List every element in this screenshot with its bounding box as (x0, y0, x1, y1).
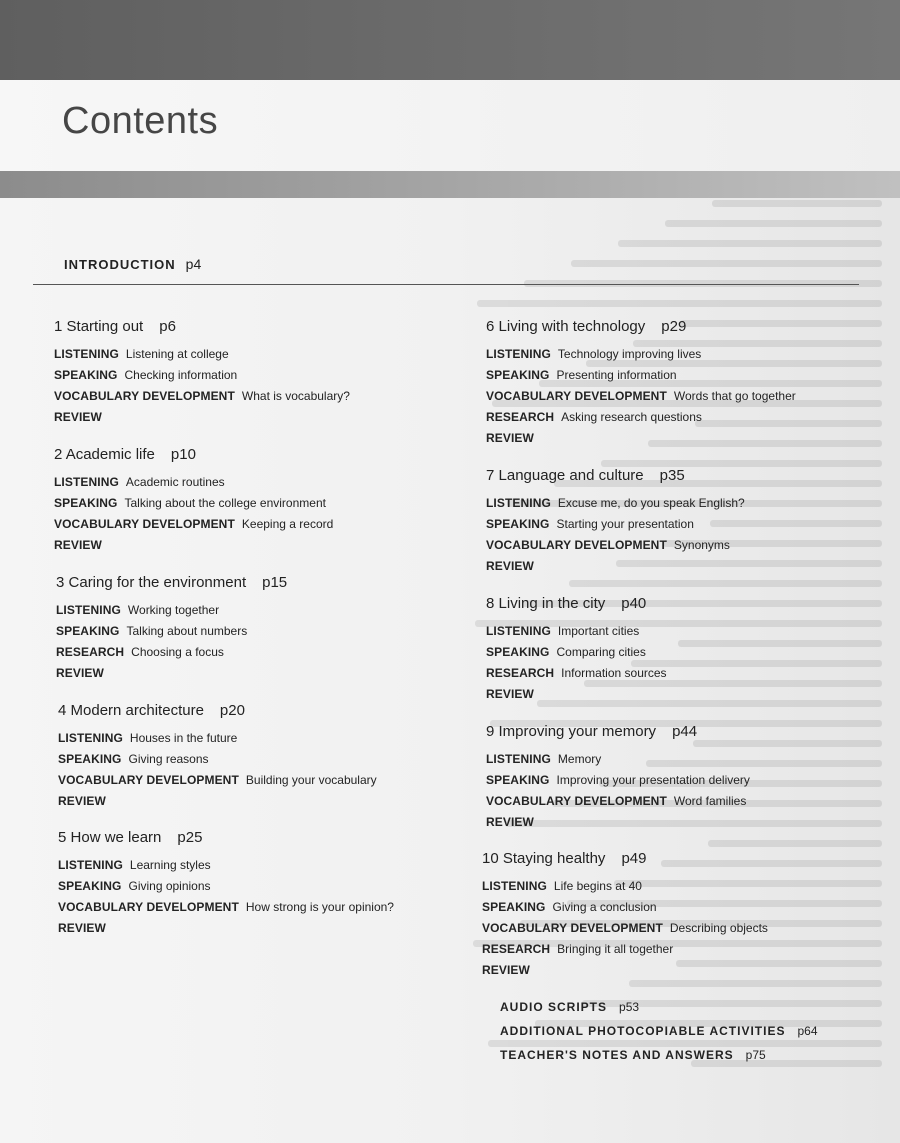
bleed-line (601, 460, 882, 467)
unit-item (482, 939, 882, 960)
bleed-line (708, 840, 882, 847)
bleed-line (712, 200, 882, 207)
unit-item (58, 749, 458, 770)
appendix-item (500, 995, 860, 1019)
item-kind: REVIEW (486, 431, 534, 445)
unit-number: 7 (486, 467, 495, 484)
unit-item (486, 386, 886, 407)
item-kind: LISTENING (56, 603, 121, 617)
bleed-line (618, 240, 882, 247)
item-kind: SPEAKING (58, 879, 122, 893)
bleed-line (571, 260, 882, 267)
item-text: Bringing it all together (557, 942, 674, 956)
unit-5 (58, 829, 458, 939)
bleed-line (665, 220, 882, 227)
item-kind: LISTENING (54, 347, 119, 361)
unit-4 (58, 702, 458, 812)
item-kind: SPEAKING (486, 517, 550, 531)
unit-item (486, 514, 886, 535)
item-kind: SPEAKING (482, 900, 546, 914)
item-text: Giving a conclusion (552, 900, 657, 914)
page-title: Contents (62, 100, 219, 142)
item-kind: SPEAKING (58, 752, 122, 766)
unit-item (486, 684, 886, 705)
header-stripe (0, 171, 900, 198)
appendix-item (500, 1019, 860, 1043)
unit-item (486, 344, 886, 365)
unit-item (58, 770, 458, 791)
item-text: Building your vocabulary (245, 773, 377, 787)
unit-page: p49 (621, 850, 647, 867)
unit-item (486, 493, 886, 514)
unit-page: p15 (262, 574, 288, 591)
item-kind: VOCABULARY DEVELOPMENT (482, 921, 663, 935)
item-text: Choosing a focus (131, 645, 224, 659)
unit-page: p25 (177, 829, 203, 846)
item-text: Synonyms (673, 538, 730, 552)
item-text: Listening at college (125, 347, 229, 361)
item-text: Memory (557, 752, 602, 766)
item-kind: REVIEW (58, 794, 106, 808)
unit-name: Academic life (65, 446, 155, 463)
item-text: Presenting information (556, 368, 677, 382)
unit-page: p6 (159, 318, 176, 335)
item-text: Starting your presentation (556, 517, 694, 531)
unit-page: p10 (170, 446, 196, 463)
item-kind: REVIEW (482, 963, 530, 977)
unit-item (482, 897, 882, 918)
item-text: Academic routines (125, 475, 225, 489)
unit-name: Starting out (66, 318, 144, 335)
item-kind: VOCABULARY DEVELOPMENT (58, 900, 239, 914)
item-kind: VOCABULARY DEVELOPMENT (486, 794, 667, 808)
unit-10 (482, 850, 882, 981)
unit-number: 4 (58, 702, 67, 719)
unit-number: 2 (54, 446, 63, 463)
unit-name: Improving your memory (498, 723, 657, 740)
unit-item (56, 663, 456, 684)
item-text: Life begins at 40 (553, 879, 642, 893)
item-text: Houses in the future (129, 731, 238, 745)
unit-page: p40 (621, 595, 647, 612)
item-kind: SPEAKING (56, 624, 120, 638)
unit-item (54, 472, 454, 493)
unit-title (482, 850, 882, 867)
item-text: Technology improving lives (557, 347, 702, 361)
unit-item (486, 365, 886, 386)
item-kind: VOCABULARY DEVELOPMENT (54, 389, 235, 403)
item-kind: VOCABULARY DEVELOPMENT (486, 389, 667, 403)
unit-item (486, 535, 886, 556)
item-kind: REVIEW (56, 666, 104, 680)
unit-title (58, 702, 458, 719)
unit-title (54, 318, 454, 335)
unit-item (58, 855, 458, 876)
appendix-page: p53 (619, 1000, 640, 1014)
unit-number: 1 (54, 318, 63, 335)
item-kind: VOCABULARY DEVELOPMENT (58, 773, 239, 787)
title-band (0, 80, 900, 171)
item-text: Information sources (561, 666, 667, 680)
item-kind: RESEARCH (486, 410, 555, 424)
unit-title (486, 595, 886, 612)
unit-number: 5 (58, 829, 67, 846)
appendix-page: p75 (745, 1048, 766, 1062)
item-kind: LISTENING (482, 879, 547, 893)
unit-9 (486, 723, 886, 833)
unit-page: p44 (672, 723, 698, 740)
unit-item (486, 791, 886, 812)
unit-title (54, 446, 454, 463)
appendix-label: ADDITIONAL PHOTOCOPIABLE ACTIVITIES (500, 1024, 786, 1038)
unit-item (54, 493, 454, 514)
unit-8 (486, 595, 886, 705)
unit-2 (54, 446, 454, 556)
unit-item (482, 960, 882, 981)
unit-page: p29 (661, 318, 687, 335)
item-text: Words that go together (673, 389, 796, 403)
unit-name: How we learn (70, 829, 162, 846)
item-text: Working together (127, 603, 220, 617)
unit-item (482, 876, 882, 897)
unit-item (58, 876, 458, 897)
contents-page (0, 80, 900, 1143)
appendix-list (500, 995, 860, 1067)
unit-item (486, 428, 886, 449)
item-text: Giving opinions (128, 879, 211, 893)
unit-title (486, 467, 886, 484)
unit-item (486, 770, 886, 791)
unit-page: p20 (219, 702, 245, 719)
item-text: What is vocabulary? (241, 389, 350, 403)
item-text: Talking about numbers (126, 624, 248, 638)
appendix-item (500, 1043, 860, 1067)
unit-name: Caring for the environment (68, 574, 247, 591)
unit-item (54, 344, 454, 365)
unit-number: 3 (56, 574, 65, 591)
item-kind: REVIEW (54, 410, 102, 424)
item-kind: SPEAKING (54, 368, 118, 382)
unit-item (486, 663, 886, 684)
unit-item (54, 514, 454, 535)
unit-item (486, 812, 886, 833)
item-kind: REVIEW (54, 538, 102, 552)
item-text: Talking about the college environment (124, 496, 326, 510)
item-text: How strong is your opinion? (245, 900, 394, 914)
unit-title (486, 318, 886, 335)
item-kind: REVIEW (486, 815, 534, 829)
unit-item (56, 621, 456, 642)
unit-item (54, 535, 454, 556)
appendix-label: AUDIO SCRIPTS (500, 1000, 608, 1014)
unit-item (58, 791, 458, 812)
item-kind: REVIEW (486, 687, 534, 701)
item-kind: LISTENING (54, 475, 119, 489)
unit-7 (486, 467, 886, 577)
appendix-label: TEACHER'S NOTES AND ANSWERS (500, 1048, 734, 1062)
bleed-line (477, 300, 882, 307)
item-kind: SPEAKING (486, 368, 550, 382)
unit-name: Modern architecture (70, 702, 204, 719)
item-text: Improving your presentation delivery (556, 773, 750, 787)
unit-6 (486, 318, 886, 449)
appendix-page: p64 (797, 1024, 818, 1038)
unit-item (486, 621, 886, 642)
unit-item (486, 556, 886, 577)
item-text: Important cities (557, 624, 640, 638)
item-text: Asking research questions (561, 410, 702, 424)
item-kind: LISTENING (486, 752, 551, 766)
item-text: Excuse me, do you speak English? (557, 496, 745, 510)
item-text: Learning styles (129, 858, 211, 872)
unit-name: Living with technology (498, 318, 646, 335)
item-kind: RESEARCH (482, 942, 551, 956)
item-kind: VOCABULARY DEVELOPMENT (54, 517, 235, 531)
unit-item (54, 365, 454, 386)
item-text: Word families (673, 794, 747, 808)
item-kind: REVIEW (58, 921, 106, 935)
item-text: Comparing cities (556, 645, 646, 659)
item-text: Keeping a record (241, 517, 334, 531)
unit-item (56, 600, 456, 621)
unit-page: p35 (659, 467, 685, 484)
unit-name: Staying healthy (502, 850, 606, 867)
unit-item (486, 642, 886, 663)
bleed-line (629, 980, 882, 987)
item-kind: REVIEW (486, 559, 534, 573)
item-kind: LISTENING (486, 347, 551, 361)
item-kind: VOCABULARY DEVELOPMENT (486, 538, 667, 552)
item-kind: LISTENING (58, 731, 123, 745)
unit-title (56, 574, 456, 591)
divider-rule (33, 284, 859, 285)
item-kind: RESEARCH (486, 666, 555, 680)
unit-number: 6 (486, 318, 495, 335)
unit-item (58, 918, 458, 939)
unit-number: 9 (486, 723, 495, 740)
unit-3 (56, 574, 456, 684)
unit-item (56, 642, 456, 663)
bleed-line (569, 580, 882, 587)
item-kind: SPEAKING (54, 496, 118, 510)
item-kind: RESEARCH (56, 645, 125, 659)
unit-item (486, 749, 886, 770)
photo-background (0, 0, 900, 80)
unit-number: 8 (486, 595, 495, 612)
unit-item (58, 897, 458, 918)
unit-item (54, 386, 454, 407)
introduction-page: p4 (185, 256, 202, 272)
unit-title (58, 829, 458, 846)
unit-item (486, 407, 886, 428)
unit-item (54, 407, 454, 428)
introduction-entry (64, 256, 201, 272)
unit-item (58, 728, 458, 749)
item-kind: LISTENING (486, 496, 551, 510)
unit-name: Language and culture (498, 467, 644, 484)
unit-name: Living in the city (498, 595, 606, 612)
item-kind: LISTENING (58, 858, 123, 872)
item-text: Giving reasons (128, 752, 209, 766)
item-text: Checking information (124, 368, 238, 382)
item-text: Describing objects (669, 921, 768, 935)
item-kind: SPEAKING (486, 645, 550, 659)
item-kind: LISTENING (486, 624, 551, 638)
unit-1 (54, 318, 454, 428)
unit-number: 10 (482, 850, 499, 867)
unit-item (482, 918, 882, 939)
unit-title (486, 723, 886, 740)
item-kind: SPEAKING (486, 773, 550, 787)
introduction-label: INTRODUCTION (64, 257, 176, 272)
